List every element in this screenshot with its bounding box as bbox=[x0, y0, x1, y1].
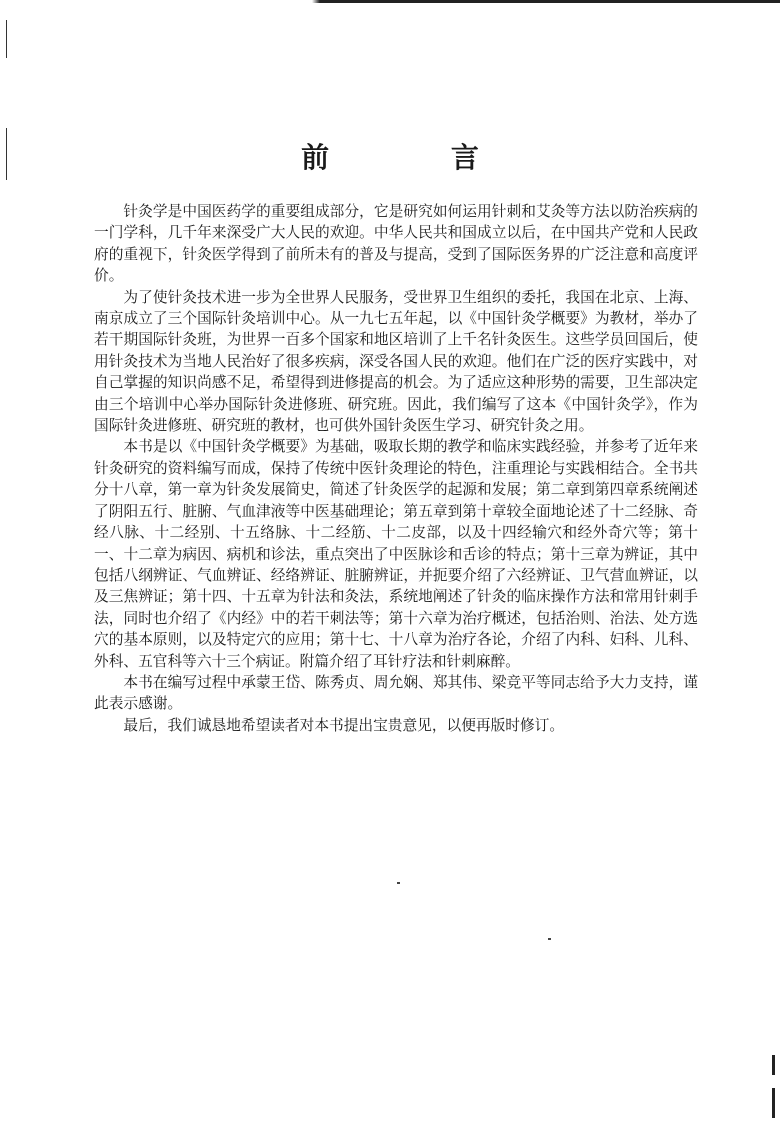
page-title: 前 言 bbox=[301, 141, 535, 174]
scan-right-mark bbox=[772, 1088, 775, 1118]
preface-body bbox=[94, 201, 698, 736]
scan-right-mark bbox=[772, 1055, 775, 1075]
paragraph: 本书在编写过程中承蒙王岱、陈秀贞、周允娴、郑其伟、梁竞平等同志给予大力支持，谨此表示感谢。 bbox=[94, 673, 698, 713]
scan-top-border bbox=[0, 0, 780, 3]
scan-top-ticks bbox=[700, 0, 780, 5]
paragraph: 最后，我们诚恳地希望读者对本书提出宝贵意见，以便再版时修订。 bbox=[123, 716, 565, 734]
scan-left-rule bbox=[6, 20, 7, 58]
paragraph: 本书是以《中国针灸学概要》为基础，吸取长期的教学和临床实践经验，并参考了近年来针灸研究的资料编写而成，保持了传统中医针灸理论的特色，注重理论与实践相结合。全书共分十八章，第一章为针灸发展简史，简述了针灸医学的起源和发展；第二章到第四章系统阐述了阴阳五行、脏腑、气血津液等中医基础理论；第五章到第十章较全面地论述了十二经脉、奇经八脉、十二经别、十五络脉、十二经筋、十二皮部，以及十四经输穴和经外奇穴等；第十一、十二章为病因、病机和诊法，重点突出了中医脉诊和舌诊的特点；第十三章为辨证，其中包括八纲辨证、气血辨证、经络辨证、脏腑辨证，并扼要介绍了六经辨证、卫气营血辨证，以及三焦辨证；第十四、十五章为针法和灸法，系统地阐述了针灸的临床操作方法和常用针刺手法，同时也介绍了《内经》中的若干刺法等；第十六章为治疗概述，包括治则、治法、处方选穴的基本原则，以及特定穴的应用；第十七、十八章为治疗各论，介绍了内科、妇科、儿科、外科、五官科等六十三个病证。附篇介绍了耳针疗法和针刺麻醉。 bbox=[94, 438, 698, 670]
scan-speck bbox=[397, 882, 400, 884]
paragraph: 针灸学是中国医药学的重要组成部分，它是研究如何运用针刺和艾灸等方法以防治疾病的一门学科，几千年来深受广大人民的欢迎。中华人民共和国成立以后，在中国共产党和人民政府的重视下，针灸医学得到了前所未有的普及与提高，受到了国际医务界的广泛注意和高度评价。 bbox=[94, 203, 698, 285]
paragraph: 为了使针灸技术进一步为全世界人民服务，受世界卫生组织的委托，我国在北京、上海、南京成立了三个国际针灸培训中心。从一九七五年起，以《中国针灸学概要》为教材，举办了若干期国际针灸班，为世界一百多个国家和地区培训了上千名针灸医生。这些学员回国后，使用针灸技术为当地人民治好了很多疾病，深受各国人民的欢迎。他们在广泛的医疗实践中，对自己掌握的知识尚感不足，希望得到进修提高的机会。为了适应这种形势的需要，卫生部决定由三个培训中心举办国际针灸进修班、研究班。因此，我们编写了这本《中国针灸学》，作为国际针灸进修班、研究班的教材，也可供外国针灸医生学习、研究针灸之用。 bbox=[94, 288, 698, 435]
scan-speck bbox=[548, 938, 551, 940]
